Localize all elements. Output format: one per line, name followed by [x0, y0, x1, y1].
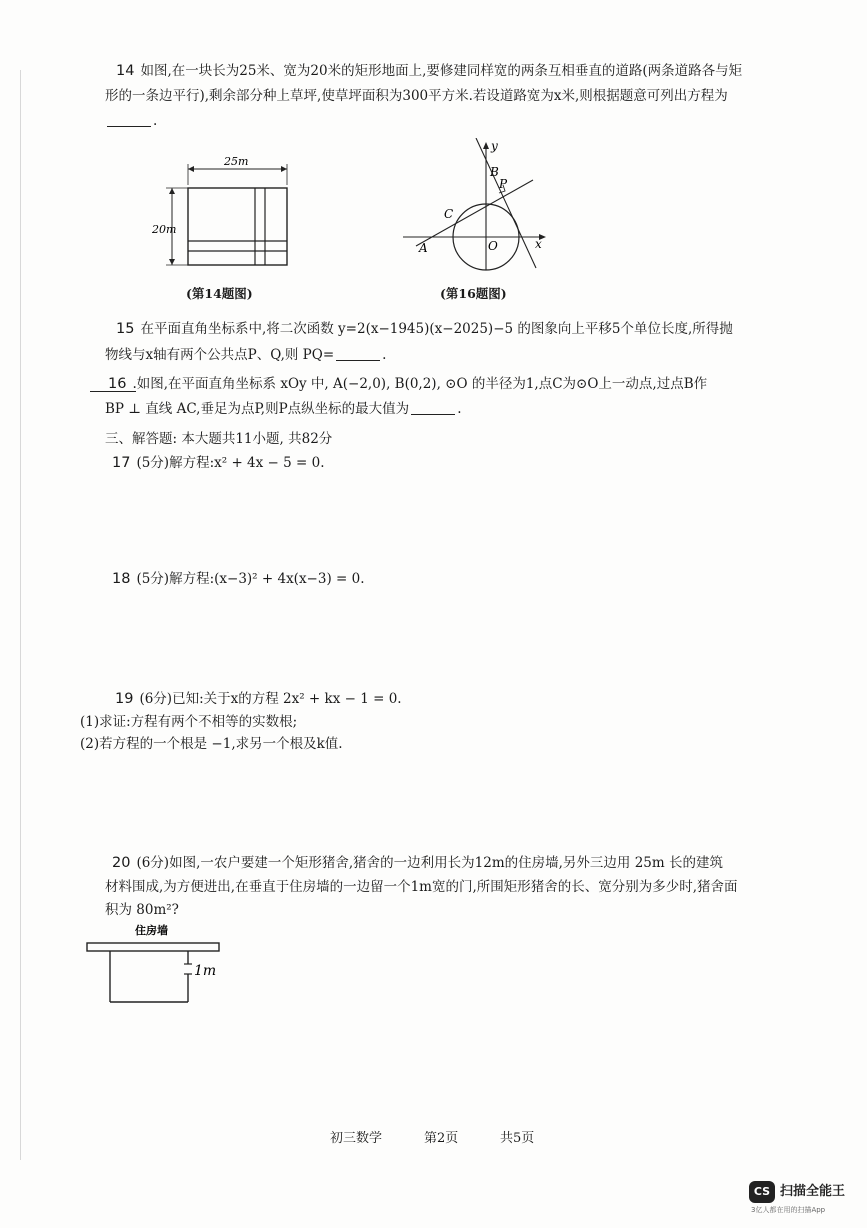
q20-door-label: 1m [194, 963, 217, 979]
q14-width-label: 20m [152, 223, 177, 236]
q20-wall [87, 943, 219, 951]
q20-line3: 积为 80m²? [105, 902, 179, 918]
q14-length-label: 25m [224, 155, 249, 168]
q14-length-arrow-right [281, 166, 287, 172]
q15-line1: 15 在平面直角坐标系中,将二次函数 y=2(x−1945)(x−2025)−5 的图象向上平移5个单位长度,所得抛 [116, 321, 733, 337]
footer-subject: 初三数学 [330, 1131, 383, 1146]
q16-y-arrow [483, 142, 489, 149]
q16-line-bp [476, 138, 536, 268]
q15-number: 15 [116, 321, 135, 337]
q20-line1: 20 (6分)如图,一农户要建一个矩形猪舍,猪舍的一边利用长为12m的住房墙,另外三边用 25m 长的建筑 [112, 855, 723, 871]
scanner-tagline: 3亿人都在用的扫描App [751, 1206, 826, 1214]
margin-line [20, 70, 21, 1160]
q15-line2: 物线与x轴有两个公共点P、Q,则 PQ= . [105, 347, 387, 363]
q14-line3: . [105, 110, 157, 132]
q14-line2: 形的一条边平行),剩余部分种上草坪,使草坪面积为300平方米.若设道路宽为x米,则根据题意可列出方程为 [105, 88, 728, 104]
q14-answer-blank[interactable] [107, 112, 151, 127]
scanner-logo-icon: CS [749, 1181, 775, 1203]
q14-length-arrow-left [188, 166, 194, 172]
q16-label-y: y [491, 139, 498, 153]
q16-label-b: B [490, 165, 499, 179]
q16-answer-blank[interactable] [411, 400, 455, 415]
footer-total: 共5页 [500, 1131, 535, 1146]
q14-number: 14 [116, 63, 135, 79]
q19-part2: (2)若方程的一个根是 −1,求另一个根及k值. [80, 736, 343, 752]
q14-field-rect [188, 188, 287, 265]
q16-number: 16 [108, 376, 127, 392]
q17-text: 17 (5分)解方程:x² + 4x − 5 = 0. [112, 455, 325, 471]
q20-figure [80, 920, 230, 1010]
footer-page: 第2页 [424, 1131, 459, 1146]
q20-line2: 材料围成,为方便进出,在垂直于住房墙的一边留一个1m宽的门,所围矩形猪舍的长、宽分别为多少时,猪舍面 [105, 879, 738, 895]
q15-answer-blank[interactable] [336, 346, 380, 361]
q20-wall-label: 住房墙 [135, 924, 168, 937]
q16-caption: (第16题图) [440, 286, 507, 301]
q19-text: 19 (6分)已知:关于x的方程 2x² + kx − 1 = 0. [115, 691, 402, 707]
q19-number: 19 [115, 691, 134, 707]
scanner-watermark [749, 1179, 861, 1219]
q16-line-ac [416, 180, 533, 246]
q16-label-c: C [444, 207, 454, 221]
q19-part1: (1)求证:方程有两个不相等的实数根; [80, 714, 298, 730]
q17-number: 17 [112, 455, 131, 471]
q20-number: 20 [112, 855, 131, 871]
q16-figure [398, 138, 558, 278]
q16-line2: BP ⊥ 直线 AC,垂足为点P,则P点纵坐标的最大值为 . [105, 401, 462, 417]
q14-line1: 14 如图,在一块长为25米、宽为20米的矩形地面上,要修建同样宽的两条互相垂直的道路(两条道路各与矩 [116, 63, 743, 79]
q16-label-a: A [419, 241, 428, 255]
q18-text: 18 (5分)解方程:(x−3)² + 4x(x−3) = 0. [112, 571, 365, 587]
q14-width-arrow-top [169, 188, 175, 194]
q16-label-x: x [535, 237, 542, 251]
q14-caption: (第14题图) [186, 286, 253, 301]
q14-width-arrow-bottom [169, 259, 175, 265]
scanner-app-name: 扫描全能王 [780, 1184, 846, 1199]
q16-label-p: P [499, 177, 508, 191]
q14-figure [150, 155, 300, 275]
q16-label-o: O [488, 239, 498, 253]
section3-heading: 三、解答题: 本大题共11小题, 共82分 [105, 431, 333, 447]
q18-number: 18 [112, 571, 131, 587]
q16-line1: 16 .如图,在平面直角坐标系 xOy 中, A(−2,0), B(0,2), ⊙O 的半径为1,点C为⊙O上一动点,过点B作 [108, 376, 708, 392]
